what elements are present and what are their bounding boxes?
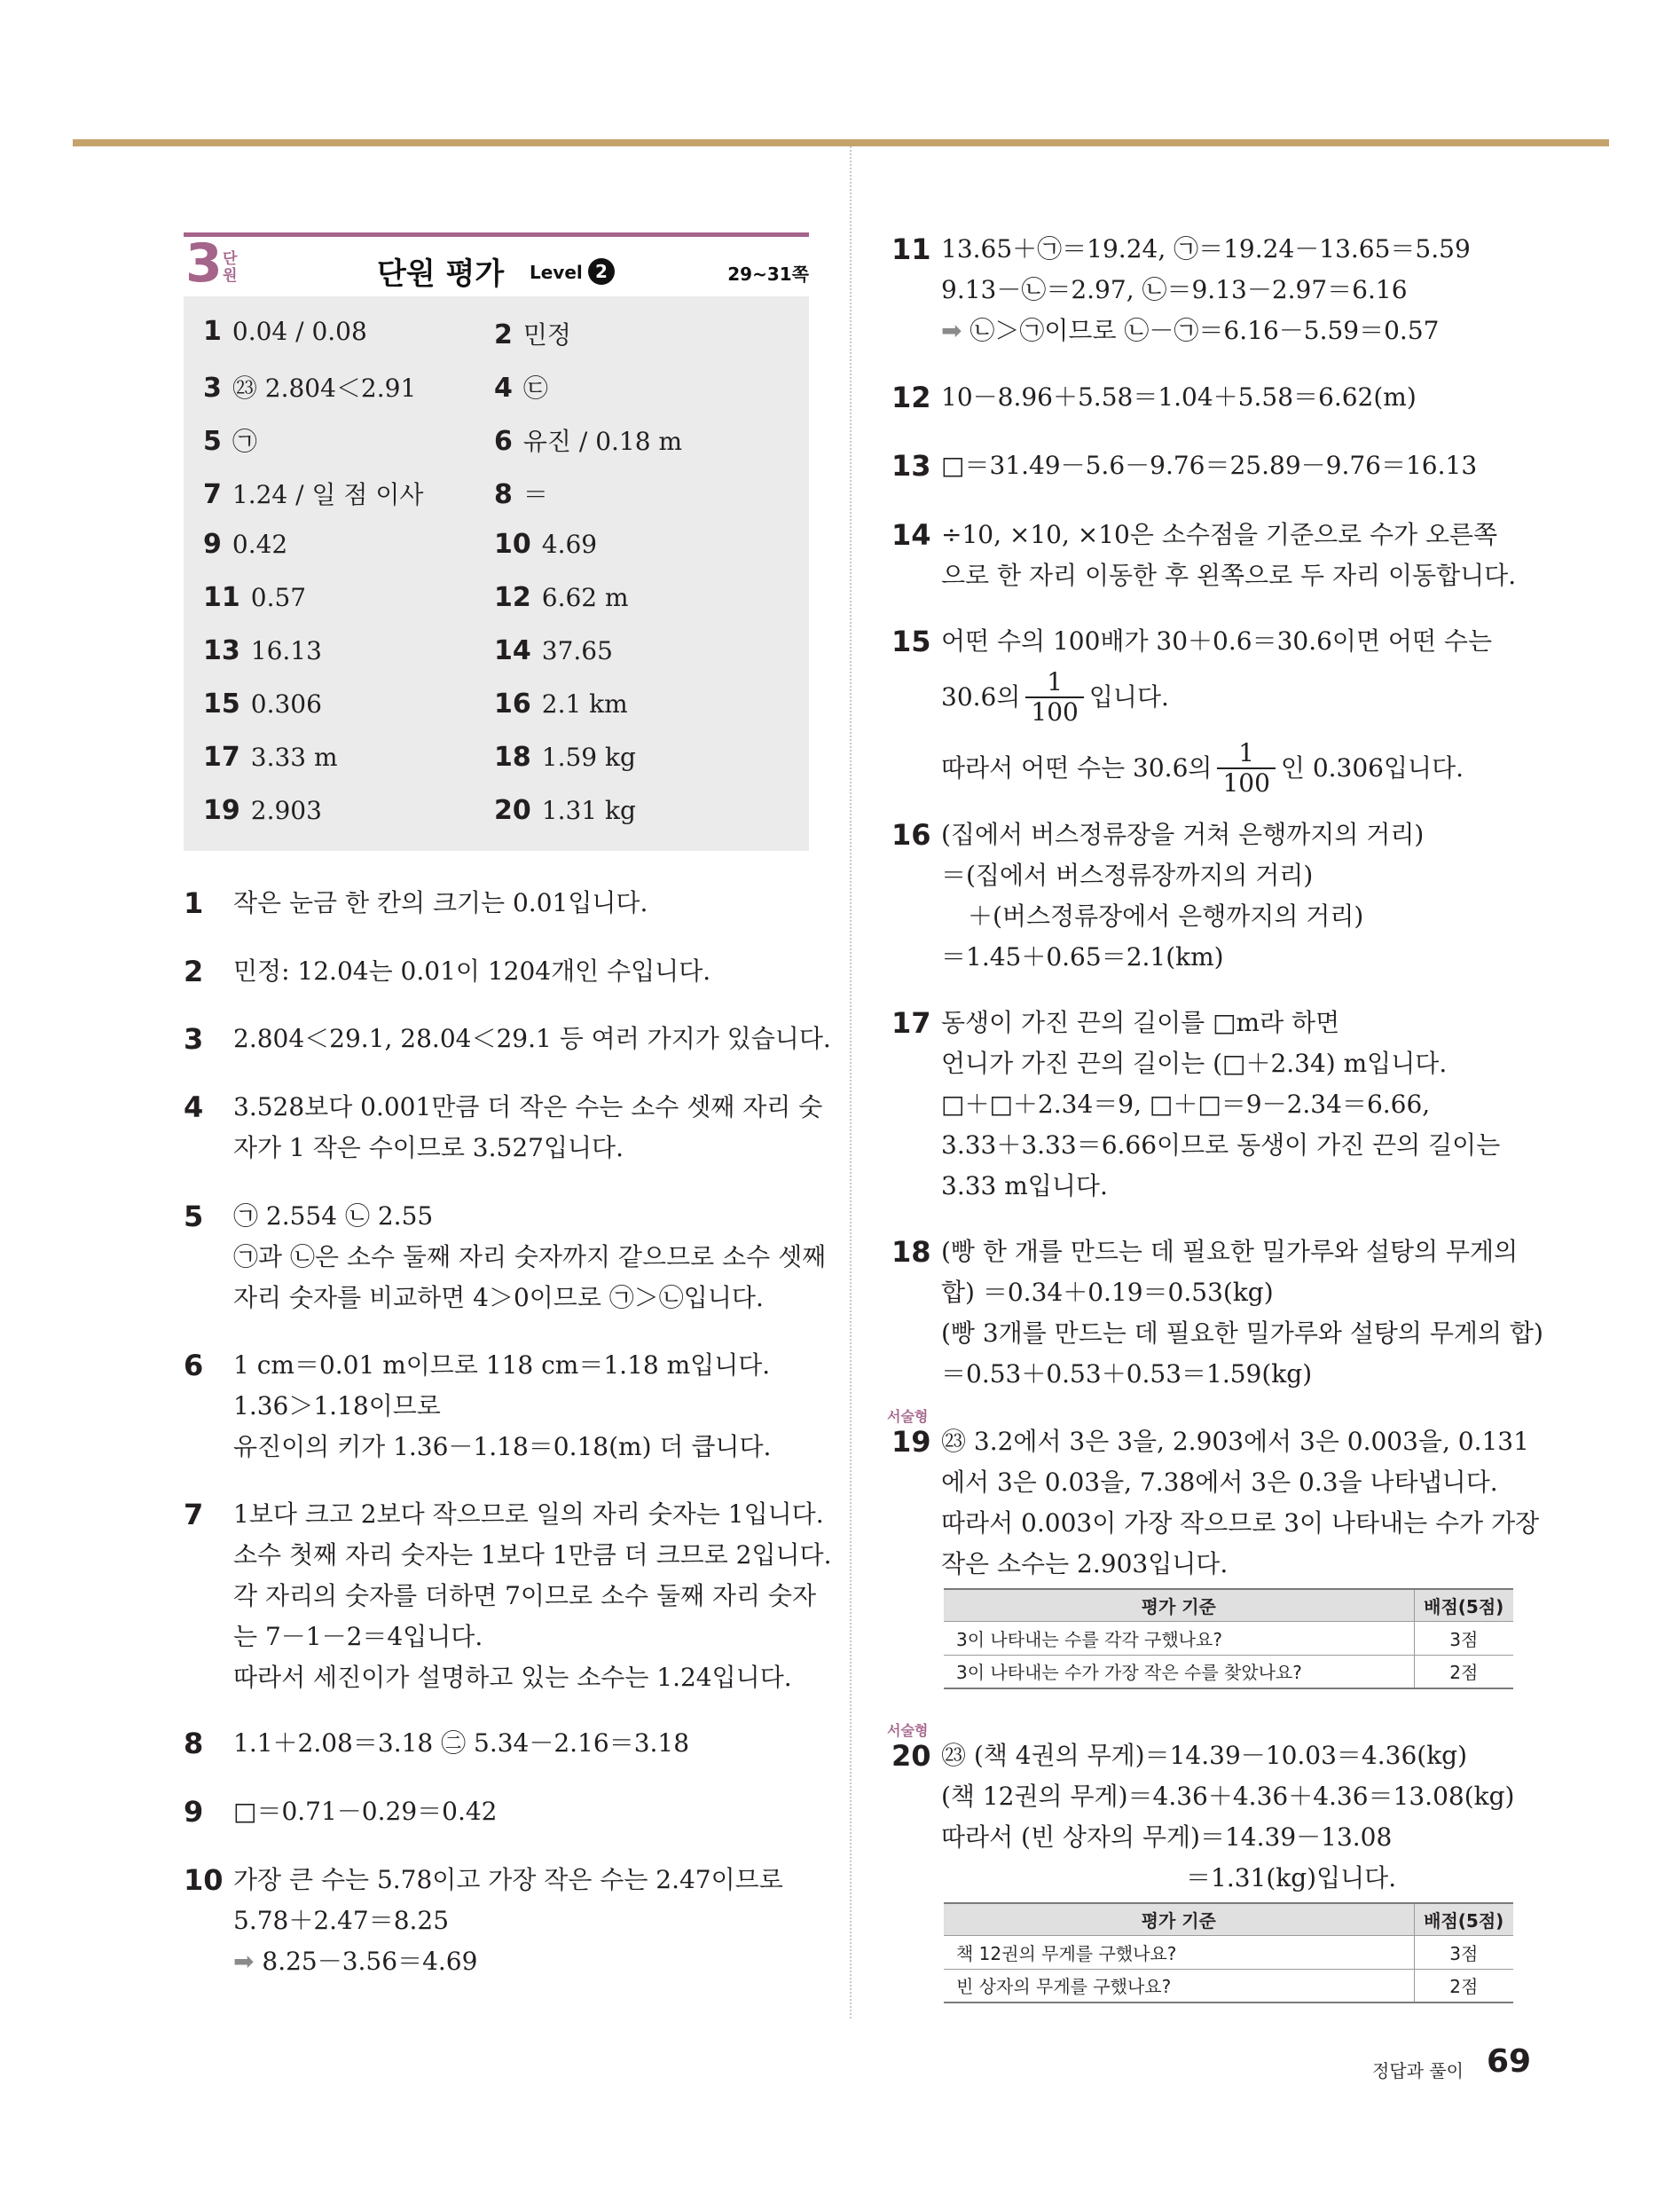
arrow-right-icon: ➡ [941, 316, 962, 345]
points-header: 배점(5점) [1414, 1589, 1513, 1621]
solution-3: 3 2.804＜29.1, 28.04＜29.1 등 여러 가지가 있습니다. [184, 1022, 831, 1056]
solution-5: 5 ㉠ 2.554 ㉡ 2.55 ㉠과 ㉡은 소수 둘째 자리 숫자까지 같으므로 소수 셋째 자리 숫자를 비교하면 4＞0이므로 ㉠＞㉡입니다. [184, 1200, 827, 1312]
answer-item: 20 1.31 kg [494, 795, 636, 826]
answer-item: 11 0.57 [203, 582, 307, 613]
answer-item: 15 0.306 [203, 688, 322, 720]
level-number-badge: 2 [588, 258, 615, 285]
fraction: $\frac{1}{100}$ [1217, 739, 1275, 798]
criteria-header: 평가 기준 [944, 1589, 1414, 1621]
answer-item: 16 2.1 km [494, 688, 628, 720]
answer-item: 8 ＝ [494, 479, 548, 510]
unit-number: 3 [185, 232, 223, 295]
arrow-result-line: ➡ 8.25－3.56＝4.69 [233, 1947, 478, 1976]
solution-12: 12 10－8.96＋5.58＝1.04＋5.58＝6.62(m) [891, 381, 1417, 414]
criteria-header: 평가 기준 [944, 1903, 1414, 1935]
answer-item: 14 37.65 [494, 635, 613, 666]
answer-box [184, 296, 809, 851]
solution-6: 6 1 cm＝0.01 m이므로 118 cm＝1.18 m입니다. 1.36＞1.18이므로 유진이의 키가 1.36－1.18＝0.18(m) 더 큽니다. [184, 1349, 772, 1461]
answer-item: 10 4.69 [494, 529, 598, 560]
answer-item: 7 1.24 / 일 점 이사 [203, 479, 424, 510]
table-row: 3이 나타내는 수가 가장 작은 수를 찾았나요? 2점 [944, 1655, 1513, 1688]
solution-18: 18 (빵 한 개를 만드는 데 필요한 밀가루와 설탕의 무게의 합) ＝0.34＋0.19＝0.53(kg) (빵 3개를 만드는 데 필요한 밀가루와 설탕의 무게의 합) ＝0.53＋0.53＋0.53＝1.59(kg) [891, 1235, 1543, 1389]
unit-badge [185, 232, 239, 295]
page-title: 단원 평가 [377, 256, 505, 292]
arrow-result-line: ➡ ㉡＞㉠이므로 ㉡－㉠＝6.16－5.59＝0.57 [941, 316, 1440, 345]
arrow-right-icon: ➡ [233, 1947, 255, 1976]
table-row: 책 12권의 무게를 구했나요? 3점 [944, 1935, 1513, 1969]
solution-4: 4 3.528보다 0.001만큼 더 작은 수는 소수 셋째 자리 숫 자가 1 작은 수이므로 3.527입니다. [184, 1090, 823, 1162]
solution-10: 10 가장 큰 수는 5.78이고 가장 작은 수는 2.47이므로 5.78＋2.47＝8.25 ➡ 8.25－3.56＝4.69 [184, 1860, 783, 1982]
solution-14: 14 ÷10, ×10, ×10은 소수점을 기준으로 수가 오른쪽 으로 한 자리 이동한 후 왼쪽으로 두 자리 이동합니다. [891, 518, 1517, 590]
scoring-table-20 [944, 1902, 1513, 2003]
solution-7: 7 1보다 크고 2보다 작으므로 일의 자리 숫자는 1입니다. 소수 첫째 자리 숫자는 1보다 1만큼 더 크므로 2입니다. 각 자리의 숫자를 더하면 7이므로 소수 둘째 자리 숫자 는 7－1－2＝4입니다. 따라서 세진이가 설명하고 있는 소수는 1.24입니다. [184, 1498, 832, 1692]
page-number: 69 [1487, 2043, 1532, 2080]
column-divider [850, 146, 852, 2018]
answer-item: 4 ㉢ [494, 373, 548, 404]
solution-17: 17 동생이 가진 끈의 길이를 □m라 하면 언니가 가진 끈의 길이는 (□＋2.34) m입니다. □＋□＋2.34＝9, □＋□＝9－2.34＝6.66, 3.33＋3.33＝6.66이므로 동생이 가진 끈의 길이는 3.33 m입니다. [891, 1006, 1501, 1200]
answer-item: 5 ㉠ [203, 426, 257, 457]
answer-item: 6 유진 / 0.18 m [494, 426, 683, 457]
top-rule [73, 139, 1609, 146]
table-row: 빈 상자의 무게를 구했나요? 2점 [944, 1969, 1513, 2002]
answer-item: 18 1.59 kg [494, 742, 636, 773]
solution-1: 1 작은 눈금 한 칸의 크기는 0.01입니다. [184, 886, 648, 920]
fraction: $\frac{1}{100}$ [1025, 668, 1083, 727]
answer-item: 2 민정 [494, 319, 571, 350]
essay-type-tag: 서술형 [887, 1722, 929, 1739]
solution-20: 20 ㉓ (책 4권의 무게)＝14.39－10.03＝4.36(kg) (책 12권의 무게)＝4.36＋4.36＋4.36＝13.08(kg) 따라서 (빈 상자의 무게)＝14.39－13.08 ＝1.31(kg)입니다. [891, 1739, 1515, 1892]
answer-item: 19 2.903 [203, 795, 322, 826]
footer-label: 정답과 풀이 [1372, 2060, 1464, 2081]
answer-item: 13 16.13 [203, 635, 322, 666]
solution-15: 15 어떤 수의 100배가 30＋0.6＝30.6이면 어떤 수는 30.6의 $\frac{1}{100}$ 입니다. 따라서 어떤 수는 30.6의 $\frac{1}{100}$ 인 0.306입니다. [891, 625, 1493, 798]
solution-19: 19 ㉓ 3.2에서 3은 3을, 2.903에서 3은 0.003을, 0.131 에서 3은 0.03을, 7.38에서 3은 0.3을 나타냅니다. 따라서 0.003이 가장 작으므로 3이 나타내는 수가 가장 작은 소수는 2.903입니다. [891, 1425, 1540, 1578]
essay-type-tag: 서술형 [887, 1408, 929, 1425]
scoring-table-19 [944, 1588, 1513, 1689]
solution-8: 8 1.1＋2.08＝3.18 ㊁ 5.34－2.16＝3.18 [184, 1727, 690, 1760]
answer-item: 3 ㉓ 2.804＜2.91 [203, 373, 417, 404]
answer-item: 1 0.04 / 0.08 [203, 316, 367, 347]
page-range: 29~31쪽 [727, 264, 809, 285]
unit-header [184, 232, 809, 296]
solution-9: 9 □＝0.71－0.29＝0.42 [184, 1795, 498, 1829]
level-label: Level [530, 262, 583, 283]
unit-word: 단원 [223, 250, 238, 285]
answer-item: 12 6.62 m [494, 582, 629, 613]
points-header: 배점(5점) [1414, 1903, 1513, 1935]
solution-13: 13 □＝31.49－5.6－9.76＝25.89－9.76＝16.13 [891, 449, 1478, 483]
answer-item: 17 3.33 m [203, 742, 338, 773]
solution-11: 11 13.65＋㉠＝19.24, ㉠＝19.24－13.65＝5.59 9.13－㉡＝2.97, ㉡＝9.13－2.97＝6.16 ➡ ㉡＞㉠이므로 ㉡－㉠＝6.16－5.59＝0.57 [891, 229, 1471, 351]
answer-item: 9 0.42 [203, 529, 288, 560]
table-row: 3이 나타내는 수를 각각 구했나요? 3점 [944, 1621, 1513, 1655]
solution-16: 16 (집에서 버스정류장을 거쳐 은행까지의 거리) ＝(집에서 버스정류장까지의 거리) ＋(버스정류장에서 은행까지의 거리) ＝1.45＋0.65＝2.1(km) [891, 818, 1425, 972]
solution-2: 2 민정: 12.04는 0.01이 1204개인 수입니다. [184, 955, 711, 988]
